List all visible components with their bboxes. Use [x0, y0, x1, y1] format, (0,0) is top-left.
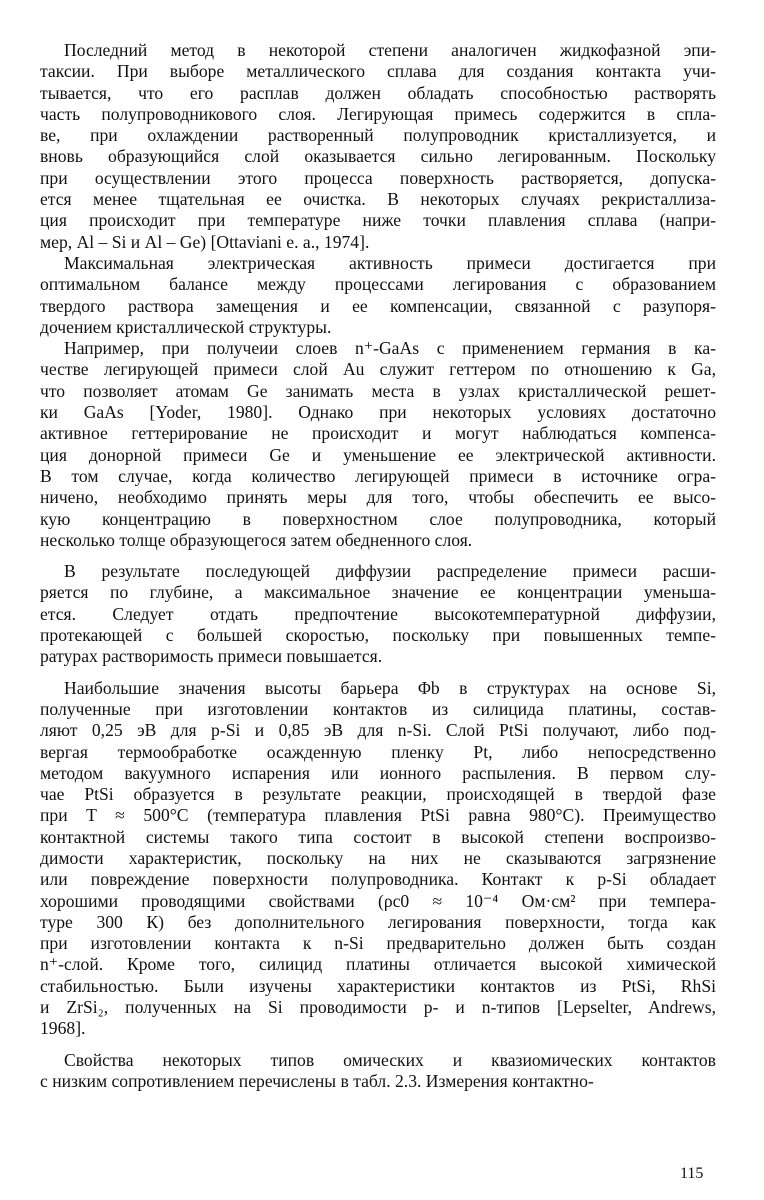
text-line: кую концентрацию в поверхностном слое полупроводника, который	[40, 508, 716, 529]
text-line: активное геттерирование не происходит и могут наблюдаться компенса-	[40, 423, 716, 444]
text-line: ция донорной примеси Ge и уменьшение ее электрической активности.	[40, 444, 716, 465]
text-line: таксии. При выборе металлического сплава для создания контакта учи-	[40, 61, 716, 82]
text-line: вергая термообработке осажденную пленку Pt, либо непосредственно	[40, 741, 716, 762]
paragraph-gap	[40, 551, 716, 561]
text-line: В результате последующей диффузии распределение примеси расши-	[64, 561, 716, 582]
text-line: полученные при изготовлении контактов из силицида платины, состав-	[40, 698, 716, 719]
paragraph	[40, 253, 716, 338]
text-line: ратурах растворимость примеси повышается.	[40, 646, 383, 667]
text-line: димости характеристик, поскольку на них не сказываются загрязнение	[40, 847, 716, 868]
text-line: методом вакуумного испарения или ионного распыления. В первом слу-	[40, 762, 716, 783]
text-line: ничено, необходимо принять меры для того, чтобы обеспечить ее высо-	[40, 487, 716, 508]
text-line: с низким сопротивлением перечислены в табл. 2.3. Измерения контактно-	[40, 1070, 594, 1091]
text-line: Например, при получеии слоев n⁺-GaAs с применением германия в ка-	[64, 338, 716, 359]
text-line: Последний метод в некоторой степени аналогичен жидкофазной эпи-	[64, 40, 716, 60]
text-line: ется. Следует отдать предпочтение высокотемпературной диффузии,	[40, 603, 716, 624]
text-line: стабильностью. Были изучены характеристики контактов из PtSi, RhSi	[40, 975, 716, 996]
text-line: часть полупроводникового слоя. Легирующая примесь содержится в спла-	[40, 103, 716, 124]
paragraph	[40, 1050, 716, 1093]
text-line: ляют 0,25 эВ для p-Si и 0,85 эВ для n-Si. Слой PtSi получают, либо под-	[40, 720, 716, 741]
page-number: 115	[680, 1165, 704, 1182]
text-line: честве легирующей примеси слой Au служит геттером по отношению к Ga,	[40, 359, 716, 380]
text-line: Свойства некоторых типов омических и квазиомических контактов	[64, 1049, 716, 1070]
text-line: 1968].	[40, 1018, 86, 1039]
text-line: n⁺-слой. Кроме того, силицид платины отличается высокой химической	[40, 954, 716, 975]
paragraph-gap	[40, 668, 716, 678]
text-line: при осуществлении этого процесса поверхность растворяется, допуска-	[40, 167, 716, 188]
text-line: и ZrSi₂, полученных на Si проводимости p- и n-типов [Lepselter, Andrews,	[40, 997, 716, 1018]
text-line: вновь образующийся слой оказывается сильно легированным. Поскольку	[40, 146, 716, 167]
text-line: туре 300 К) без дополнительного легирования поверхности, тогда как	[40, 911, 716, 932]
text-line: что позволяет атомам Ge занимать места в узлах кристаллической решет-	[40, 380, 716, 401]
text-line: Максимальная электрическая активность примеси достигается при	[64, 252, 716, 273]
text-line: ки GaAs [Yoder, 1980]. Однако при некоторых условиях достаточно	[40, 402, 716, 423]
text-line: мер, Al – Si и Al – Ge) [Ottaviani e. a., 1974].	[40, 231, 370, 252]
body-text	[40, 40, 716, 1092]
paragraph	[40, 40, 716, 253]
text-line: ется менее тщательная ее очистка. В некоторых случаях рекристаллиза-	[40, 189, 716, 210]
text-line: ция происходит при температуре ниже точки плавления сплава (напри-	[40, 210, 716, 231]
paragraph	[40, 338, 716, 551]
text-line: тывается, что его расплав должен обладать способностью растворять	[40, 82, 716, 103]
text-line: дочением кристаллической структуры.	[40, 316, 332, 337]
paragraph	[40, 678, 716, 1040]
text-line: чае PtSi образуется в результате реакции, происходящей в твердой фазе	[40, 784, 716, 805]
paragraph-gap	[40, 1040, 716, 1050]
text-line: несколько толще образующегося затем обедненного слоя.	[40, 529, 473, 550]
text-line: ряется по глубине, а максимальное значение ее концентрации уменьша-	[40, 582, 716, 603]
text-line: контактной системы такого типа состоит в высокой степени воспроизво-	[40, 826, 716, 847]
paragraph	[40, 561, 716, 667]
text-line: при T ≈ 500°C (температура плавления PtSi равна 980°C). Преимущество	[40, 805, 716, 826]
text-line: В том случае, когда количество легирующей примеси в источнике огра-	[40, 465, 716, 486]
text-line: при изготовлении контакта к n-Si предварительно должен быть создан	[40, 933, 716, 954]
text-line: хорошими проводящими свойствами (ρc0 ≈ 10⁻⁴ Ом·см² при темпера-	[40, 890, 716, 911]
text-line: оптимальном балансе между процессами легирования с образованием	[40, 274, 716, 295]
text-line: или повреждение поверхности полупроводника. Контакт к p-Si обладает	[40, 869, 716, 890]
text-line: Наибольшие значения высоты барьера Φb в структурах на основе Si,	[64, 677, 716, 698]
text-line: ве, при охлаждении растворенный полупроводник кристаллизуется, и	[40, 125, 716, 146]
text-line: твердого раствора замещения и ее компенсации, связанной с разупоря-	[40, 295, 716, 316]
text-line: протекающей с большей скоростью, поскольку при повышенных темпе-	[40, 625, 716, 646]
